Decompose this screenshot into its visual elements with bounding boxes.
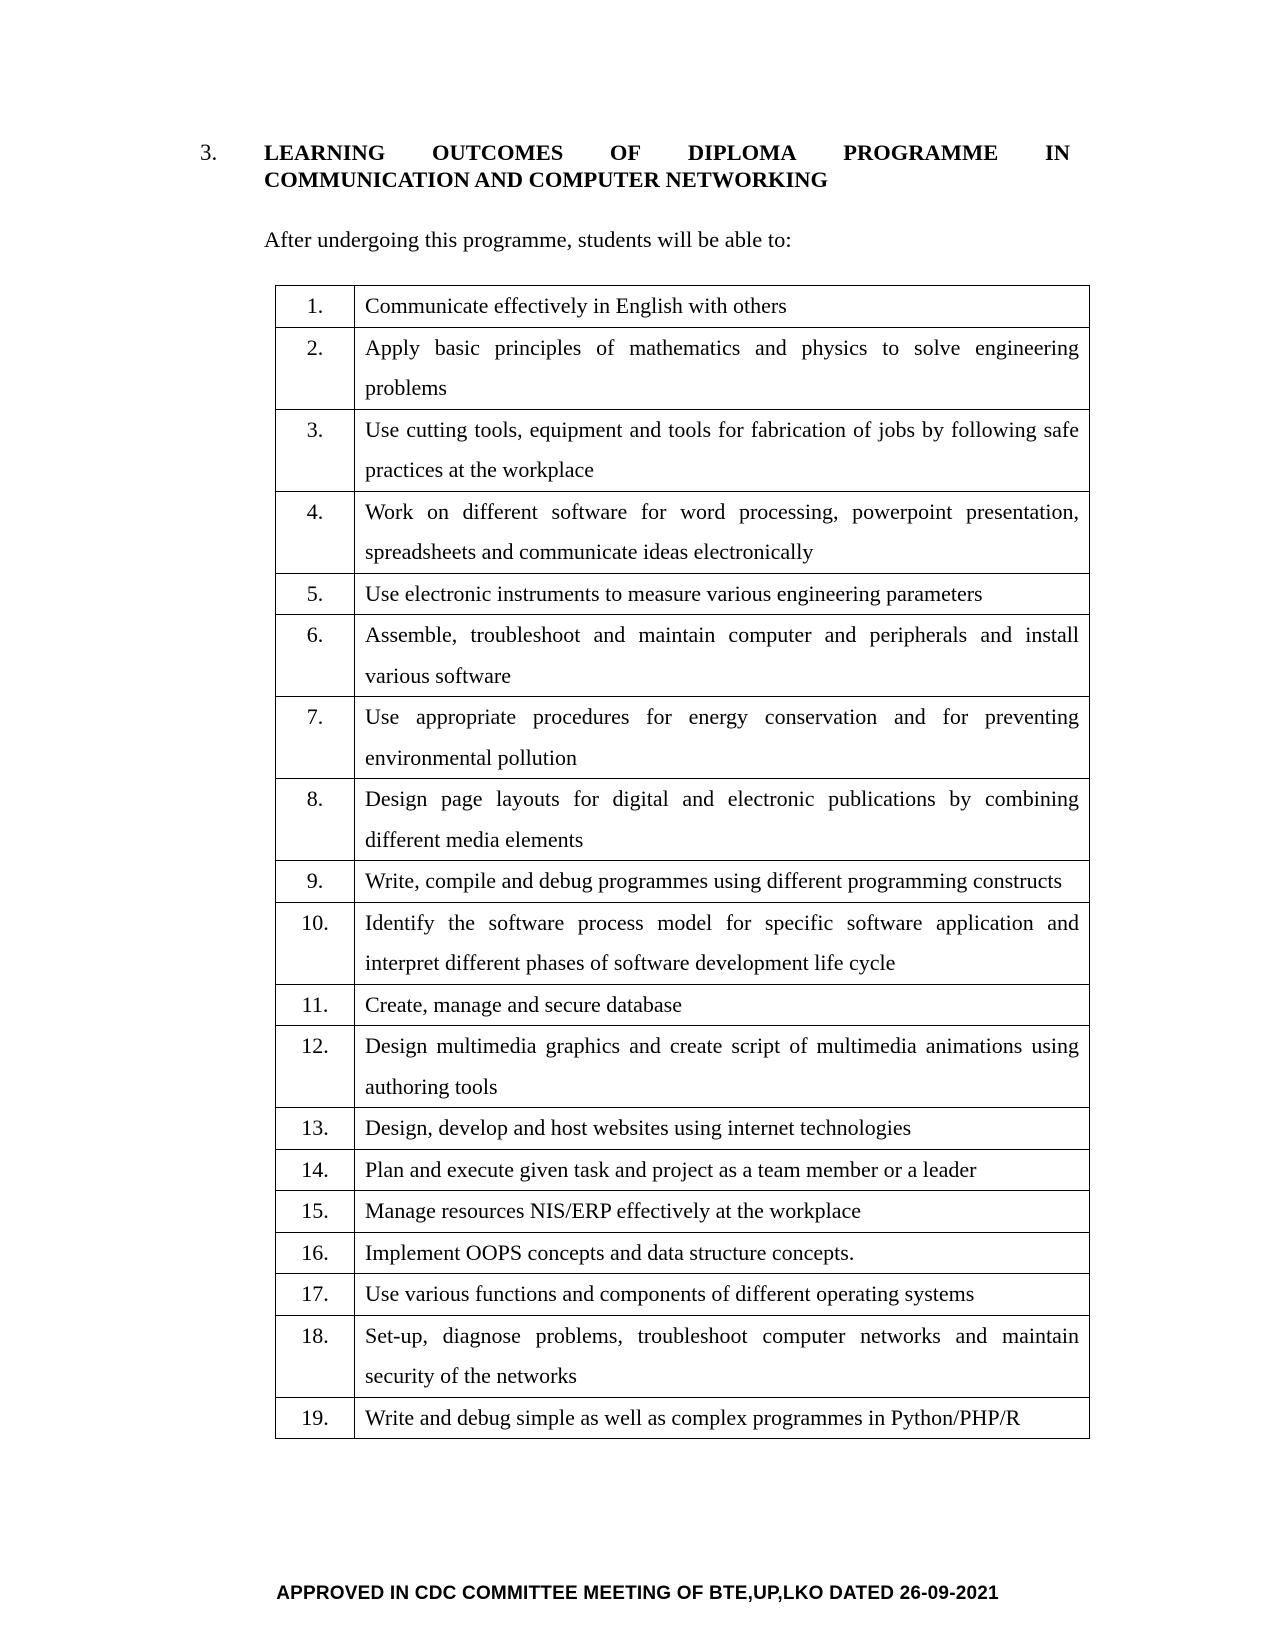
heading-word: PROGRAMME bbox=[843, 140, 999, 165]
table-row bbox=[276, 779, 1090, 861]
approval-footer: APPROVED IN CDC COMMITTEE MEETING OF BTE,UP,LKO DATED 26-09-2021 bbox=[276, 1583, 999, 1604]
outcome-number: 14. bbox=[276, 1149, 355, 1191]
outcome-text: Design, develop and host websites using internet technologies bbox=[355, 1108, 1090, 1150]
table-row bbox=[276, 861, 1090, 903]
outcome-number: 2. bbox=[276, 327, 355, 409]
table-row bbox=[276, 573, 1090, 615]
section-number: 3. bbox=[200, 140, 218, 165]
table-row bbox=[276, 902, 1090, 984]
outcome-text: Plan and execute given task and project as a team member or a leader bbox=[355, 1149, 1090, 1191]
outcome-text: Set-up, diagnose problems, troubleshoot computer networks and maintain security of the networks bbox=[355, 1315, 1090, 1397]
heading-word: DIPLOMA bbox=[687, 140, 797, 165]
outcome-number: 3. bbox=[276, 409, 355, 491]
outcome-number: 15. bbox=[276, 1191, 355, 1233]
outcome-text: Design page layouts for digital and electronic publications by combining different media elements bbox=[355, 779, 1090, 861]
outcome-number: 16. bbox=[276, 1232, 355, 1274]
outcome-text: Identify the software process model for specific software application and interpret different phases of software development life cycle bbox=[355, 902, 1090, 984]
table-row bbox=[276, 984, 1090, 1026]
outcome-number: 12. bbox=[276, 1026, 355, 1108]
table-row bbox=[276, 615, 1090, 697]
table-row bbox=[276, 697, 1090, 779]
table-row bbox=[276, 1191, 1090, 1233]
heading-word: OF bbox=[609, 140, 642, 165]
heading-word: IN bbox=[1044, 140, 1070, 165]
outcome-number: 19. bbox=[276, 1397, 355, 1439]
outcome-text: Write, compile and debug programmes using different programming constructs bbox=[355, 861, 1090, 903]
outcome-text: Work on different software for word processing, powerpoint presentation, spreadsheets and communicate ideas electronically bbox=[355, 491, 1090, 573]
table-row bbox=[276, 286, 1090, 328]
heading-word: LEARNING bbox=[264, 140, 386, 165]
heading-line-1 bbox=[264, 139, 1070, 166]
outcome-text: Create, manage and secure database bbox=[355, 984, 1090, 1026]
outcome-number: 18. bbox=[276, 1315, 355, 1397]
outcome-number: 17. bbox=[276, 1274, 355, 1316]
outcome-text: Assemble, troubleshoot and maintain computer and peripherals and install various software bbox=[355, 615, 1090, 697]
intro-text: After undergoing this programme, students will be able to: bbox=[264, 227, 792, 252]
heading-word: OUTCOMES bbox=[431, 140, 564, 165]
table-row bbox=[276, 327, 1090, 409]
outcome-text: Implement OOPS concepts and data structure concepts. bbox=[355, 1232, 1090, 1274]
outcome-text: Use electronic instruments to measure various engineering parameters bbox=[355, 573, 1090, 615]
outcome-text: Apply basic principles of mathematics and physics to solve engineering problems bbox=[355, 327, 1090, 409]
table-row bbox=[276, 1397, 1090, 1439]
outcome-number: 13. bbox=[276, 1108, 355, 1150]
table-row bbox=[276, 491, 1090, 573]
table-row bbox=[276, 1274, 1090, 1316]
outcome-number: 10. bbox=[276, 902, 355, 984]
heading-line-2: COMMUNICATION AND COMPUTER NETWORKING bbox=[264, 167, 828, 192]
outcome-number: 6. bbox=[276, 615, 355, 697]
table-row bbox=[276, 1026, 1090, 1108]
outcome-text: Design multimedia graphics and create script of multimedia animations using authoring tools bbox=[355, 1026, 1090, 1108]
outcome-number: 8. bbox=[276, 779, 355, 861]
outcome-text: Use appropriate procedures for energy conservation and for preventing environmental pollution bbox=[355, 697, 1090, 779]
outcome-text: Use cutting tools, equipment and tools for fabrication of jobs by following safe practices at the workplace bbox=[355, 409, 1090, 491]
outcome-text: Communicate effectively in English with others bbox=[355, 286, 1090, 328]
table-row bbox=[276, 1232, 1090, 1274]
table-row bbox=[276, 409, 1090, 491]
outcome-text: Write and debug simple as well as complex programmes in Python/PHP/R bbox=[355, 1397, 1090, 1439]
outcome-text: Use various functions and components of different operating systems bbox=[355, 1274, 1090, 1316]
outcome-number: 1. bbox=[276, 286, 355, 328]
outcomes-table bbox=[275, 285, 1090, 1439]
outcomes-table-body bbox=[276, 286, 1090, 1439]
outcome-number: 9. bbox=[276, 861, 355, 903]
table-row bbox=[276, 1108, 1090, 1150]
outcome-number: 5. bbox=[276, 573, 355, 615]
section-heading bbox=[264, 139, 1070, 193]
outcome-number: 4. bbox=[276, 491, 355, 573]
outcome-number: 11. bbox=[276, 984, 355, 1026]
table-row bbox=[276, 1149, 1090, 1191]
outcome-text: Manage resources NIS/ERP effectively at the workplace bbox=[355, 1191, 1090, 1233]
outcome-number: 7. bbox=[276, 697, 355, 779]
table-row bbox=[276, 1315, 1090, 1397]
